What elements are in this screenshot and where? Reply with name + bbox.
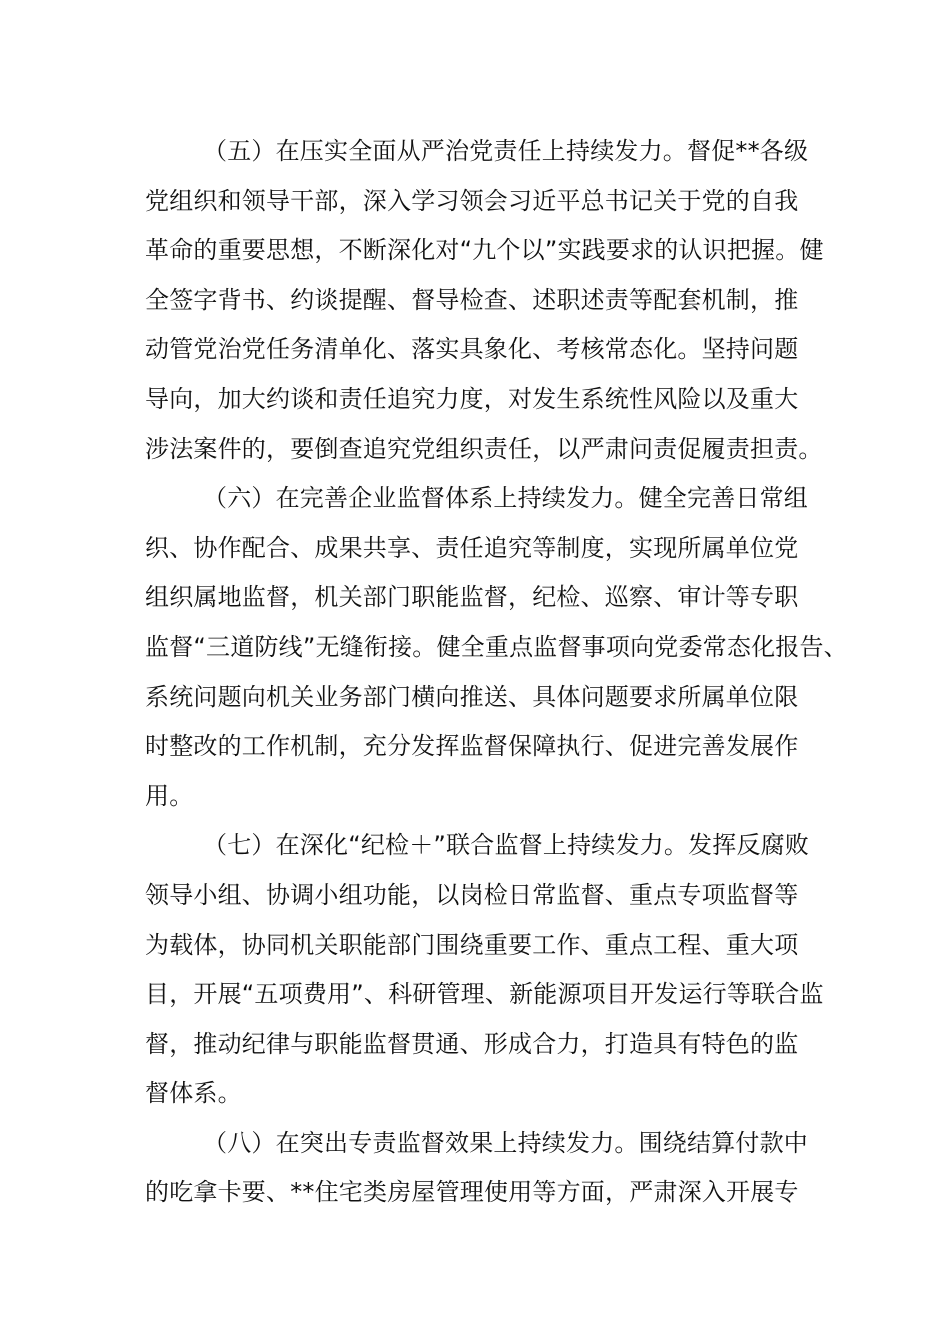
paragraph-line: 为载体，协同机关职能部门围绕重要工作、重点工程、重大项 <box>145 930 799 959</box>
paragraph-line: 目，开展“五项费用”、科研管理、新能源项目开发运行等联合监 <box>145 980 824 1009</box>
paragraph-line: 领导小组、协调小组功能，以岗检日常监督、重点专项监督等 <box>145 880 799 909</box>
paragraph-six <box>145 474 848 821</box>
paragraph-five <box>145 127 824 474</box>
paragraph-line: 组织属地监督，机关部门职能监督，纪检、巡察、审计等专职 <box>145 583 799 612</box>
paragraph-line: 党组织和领导干部，深入学习领会习近平总书记关于党的自我 <box>145 186 799 215</box>
document-body <box>145 127 848 1218</box>
paragraph-line: 革命的重要思想，不断深化对“九个以”实践要求的认识把握。健 <box>145 236 824 265</box>
paragraph-line: （六）在完善企业监督体系上持续发力。健全完善日常组 <box>203 484 808 513</box>
paragraph-line: 系统问题向机关业务部门横向推送、具体问题要求所属单位限 <box>145 682 799 711</box>
paragraph-line: 全签字背书、约谈提醒、督导检查、述职述责等配套机制，推 <box>145 285 799 314</box>
paragraph-line: （八）在突出专责监督效果上持续发力。围绕结算付款中 <box>203 1128 808 1157</box>
paragraph-line: 涉法案件的，要倒查追究党组织责任，以严肃问责促履责担责。 <box>145 434 823 463</box>
paragraph-line: 监督“三道防线”无缝衔接。健全重点监督事项向党委常态化报告、 <box>145 632 848 661</box>
paragraph-seven <box>145 821 824 1119</box>
paragraph-line: 导向，加大约谈和责任追究力度，对发生系统性风险以及重大 <box>145 384 799 413</box>
paragraph-line: （七）在深化“纪检＋”联合监督上持续发力。发挥反腐败 <box>203 831 810 860</box>
paragraph-line: 用。 <box>145 781 194 810</box>
paragraph-line: （五）在压实全面从严治党责任上持续发力。督促**各级 <box>203 137 809 165</box>
paragraph-line: 织、协作配合、成果共享、责任追究等制度，实现所属单位党 <box>145 533 799 562</box>
paragraph-line: 督体系。 <box>145 1079 242 1108</box>
paragraph-line: 督，推动纪律与职能监督贯通、形成合力，打造具有特色的监 <box>145 1029 799 1058</box>
paragraph-line: 的吃拿卡要、**住宅类房屋管理使用等方面，严肃深入开展专 <box>145 1178 799 1207</box>
paragraph-line: 时整改的工作机制，充分发挥监督保障执行、促进完善发展作 <box>145 732 799 761</box>
paragraph-eight <box>145 1119 808 1218</box>
paragraph-line: 动管党治党任务清单化、落实具象化、考核常态化。坚持问题 <box>145 335 799 364</box>
